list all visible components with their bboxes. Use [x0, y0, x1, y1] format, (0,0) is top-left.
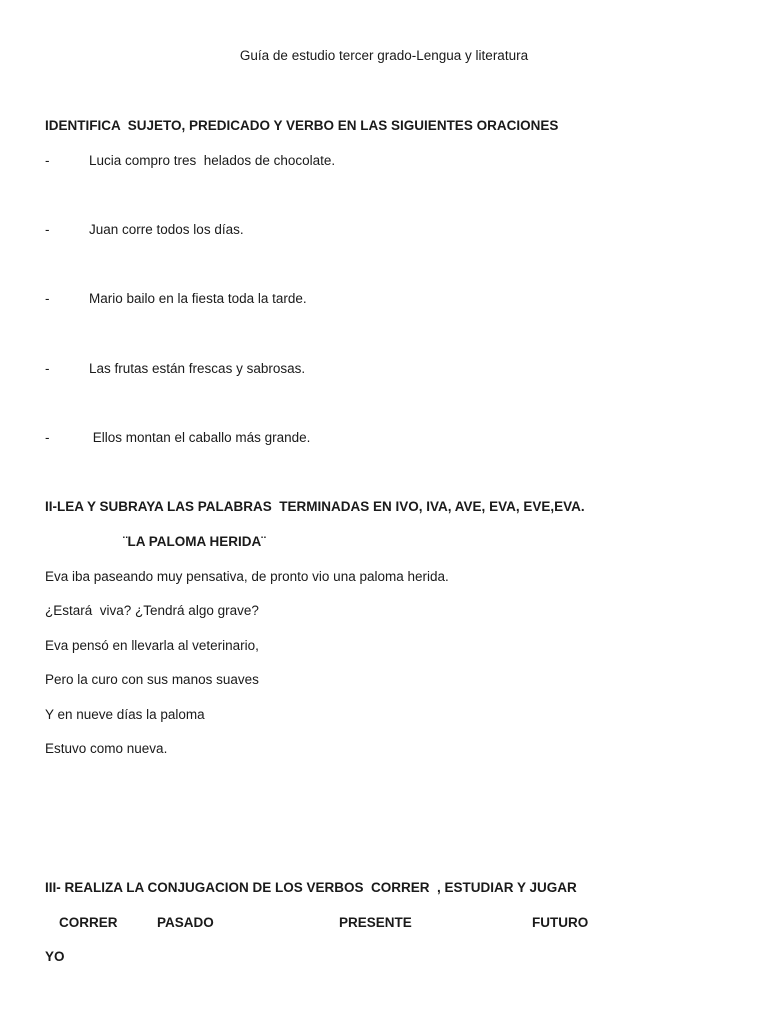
- section2-heading: II-LEA Y SUBRAYA LAS PALABRAS TERMINADAS EN IVO, IVA, AVE, EVA, EVE,EVA.: [45, 499, 585, 514]
- section1-heading: IDENTIFICA SUJETO, PREDICADO Y VERBO EN LAS SIGUIENTES ORACIONES: [45, 118, 559, 133]
- sentence-bullet: -: [45, 222, 50, 237]
- sentence-bullet: -: [45, 153, 50, 168]
- table-header-verb: CORRER: [59, 915, 118, 930]
- table-header-present: PRESENTE: [339, 915, 412, 930]
- sentence-item: Mario bailo en la fiesta toda la tarde.: [89, 291, 307, 306]
- table-row-label: YO: [45, 949, 65, 964]
- table-header-past: PASADO: [157, 915, 214, 930]
- story-line: Eva pensó en llevarla al veterinario,: [45, 638, 259, 653]
- section3-heading: III- REALIZA LA CONJUGACION DE LOS VERBOS CORRER , ESTUDIAR Y JUGAR: [45, 880, 577, 895]
- story-line: Estuvo como nueva.: [45, 741, 168, 756]
- story-line: Eva iba paseando muy pensativa, de pronto vio una paloma herida.: [45, 569, 449, 584]
- table-header-future: FUTURO: [532, 915, 589, 930]
- story-line: ¿Estará viva? ¿Tendrá algo grave?: [45, 603, 259, 618]
- sentence-item: Las frutas están frescas y sabrosas.: [89, 361, 306, 376]
- story-title: ¨LA PALOMA HERIDA¨: [123, 534, 266, 549]
- story-line: Pero la curo con sus manos suaves: [45, 672, 259, 687]
- sentence-item: Juan corre todos los días.: [89, 222, 244, 237]
- sentence-bullet: -: [45, 361, 50, 376]
- page-title: Guía de estudio tercer grado-Lengua y literatura: [239, 48, 529, 63]
- sentence-item: Ellos montan el caballo más grande.: [89, 430, 311, 445]
- story-line: Y en nueve días la paloma: [45, 707, 205, 722]
- sentence-bullet: -: [45, 291, 50, 306]
- sentence-bullet: -: [45, 430, 50, 445]
- sentence-item: Lucia compro tres helados de chocolate.: [89, 153, 336, 168]
